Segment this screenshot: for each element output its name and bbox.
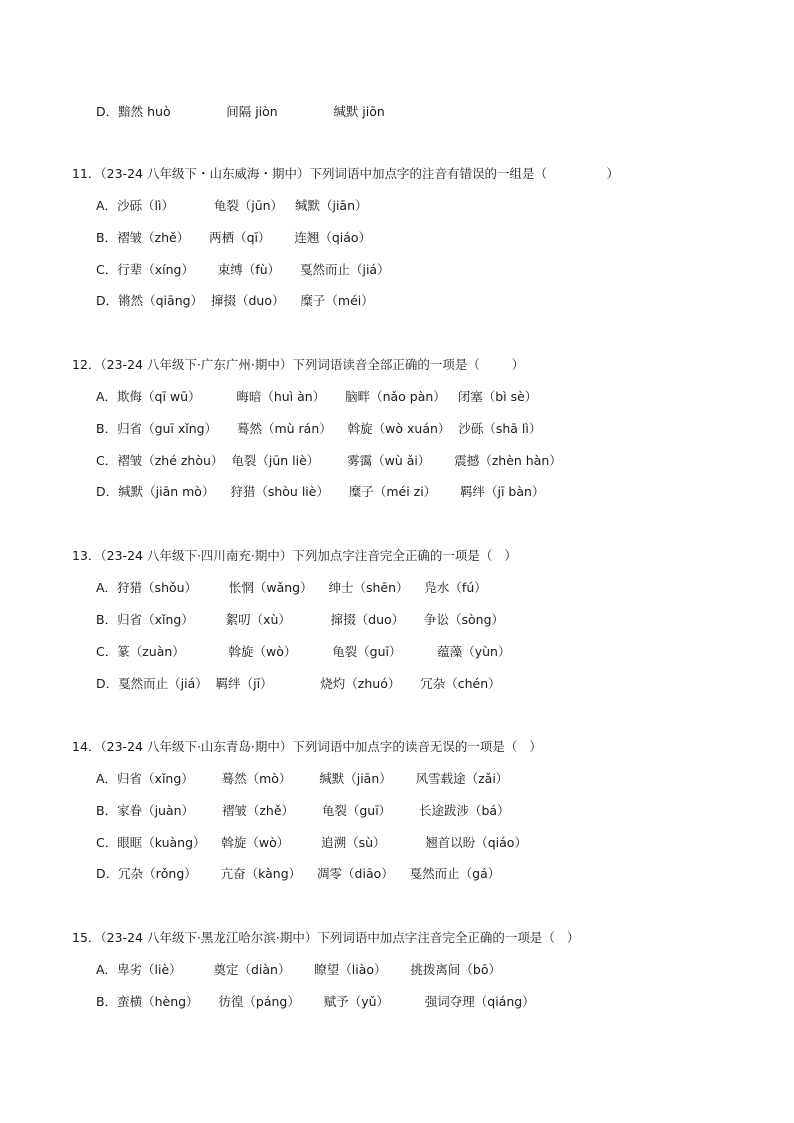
option-a: A．狩猎（shǒu） 怅惘（wǎng） 绅士（shēn） 凫水（fú） bbox=[96, 580, 487, 595]
option-d: D．缄默（jiān mò） 狩猎（shòu liè） 糜子（méi zi） 羁绊（jī bàn） bbox=[96, 484, 545, 499]
option-d: D．锵然（qiāng） 撺掇（duo） 糜子（méi） bbox=[96, 293, 374, 308]
question-title: 14．（23-24 八年级下·山东青岛·期中）下列词语中加点字的读音无误的一项是（ ） bbox=[72, 739, 542, 754]
option-c: C．眼眶（kuàng） 斡旋（wò） 追溯（sù） 翘首以盼（qiáo） bbox=[96, 835, 527, 850]
option-d-previous: D．黯然 huò 间隔 jiòn 缄默 jiōn bbox=[96, 104, 385, 119]
option-c: C．行辈（xíng） 束缚（fù） 戛然而止（jiá） bbox=[96, 262, 390, 277]
question-title: 15．（23-24 八年级下·黑龙江哈尔滨·期中）下列词语中加点字注音完全正确的一项是（ ） bbox=[72, 930, 580, 945]
question-title: 13．（23-24 八年级下·四川南充·期中）下列加点字注音完全正确的一项是（ ） bbox=[72, 548, 517, 563]
option-a: A．卑劣（liè） 奠定（diàn） 瞭望（liào） 挑拨离间（bō） bbox=[96, 962, 501, 977]
question-title: 12．（23-24 八年级下·广东广州·期中）下列词语读音全部正确的一项是（ ） bbox=[72, 357, 525, 372]
option-a: A．欺侮（qī wū） 晦暗（huì àn） 脑畔（nǎo pàn） 闭塞（bì sè） bbox=[96, 389, 538, 404]
option-c: C．褶皱（zhé zhòu） 龟裂（jūn liè） 雾霭（wù ǎi） 震撼（zhèn hàn） bbox=[96, 453, 562, 468]
option-d: D．戛然而止（jiá） 羁绊（jī） 烧灼（zhuó） 冗杂（chén） bbox=[96, 676, 501, 691]
option-a: A．归省（xǐng） 蓦然（mò） 缄默（jiān） 风雪载途（zǎi） bbox=[96, 771, 509, 786]
option-d: D．冗杂（rǒng） 亢奋（kàng） 凋零（diāo） 戛然而止（gá） bbox=[96, 866, 501, 881]
option-b: B．蛮横（hèng） 彷徨（páng） 赋予（yǔ） 强词夺理（qiáng） bbox=[96, 994, 535, 1009]
option-b: B．家眷（juàn） 褶皱（zhě） 龟裂（guī） 长途跋涉（bá） bbox=[96, 803, 510, 818]
question-title: 11．（23-24 八年级下・山东威海・期中）下列词语中加点字的注音有错误的一组是（ ） bbox=[72, 166, 620, 181]
option-b: B．褶皱（zhě） 两栖（qī） 连翘（qiáo） bbox=[96, 230, 372, 245]
option-a: A．沙砾（lì） 龟裂（jūn） 缄默（jiān） bbox=[96, 198, 368, 213]
option-b: B．归省（xǐng） 絮叨（xù） 撺掇（duo） 争讼（sòng） bbox=[96, 612, 505, 627]
option-c: C．篆（zuàn） 斡旋（wò） 龟裂（guī） 蕴藻（yùn） bbox=[96, 644, 511, 659]
option-b: B．归省（guī xǐng） 蓦然（mù rán） 斡旋（wò xuán） 沙砾（shā lì） bbox=[96, 421, 542, 436]
